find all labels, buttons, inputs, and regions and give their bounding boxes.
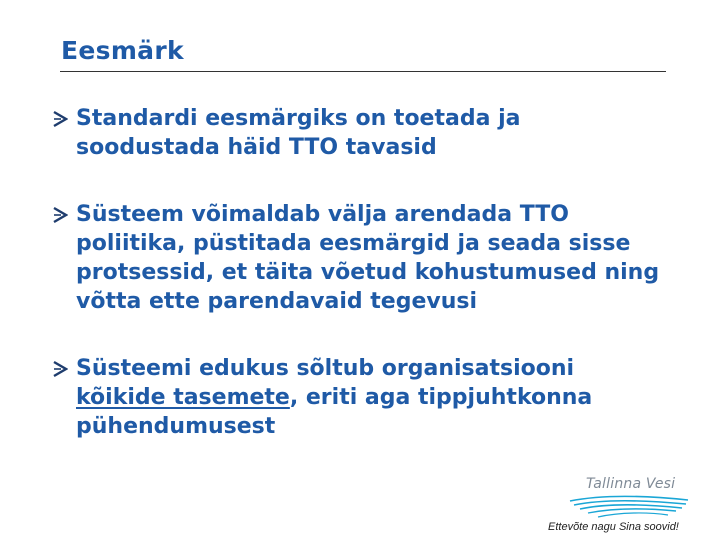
title-rule <box>60 71 666 72</box>
bullet-item-3 <box>52 354 692 441</box>
bullet-1-line-2: soodustada häid TTO tavasid <box>76 135 437 160</box>
bullet-item-2 <box>52 200 692 316</box>
bullet-3-line-1: Süsteemi edukus sõltub organisatsiooni <box>76 356 575 381</box>
bullet-text-2 <box>76 200 688 316</box>
bullet-3-line-2 <box>76 383 688 412</box>
bullet-text-1 <box>76 104 688 162</box>
arrow-bullet-icon <box>52 354 76 378</box>
bullet-3-line-2-rest: , eriti aga tippjuhtkonna <box>289 385 593 410</box>
arrow-bullet-icon <box>52 104 76 128</box>
bullet-2-line-3: protsessid, et täita võetud kohustumused ning <box>76 260 660 285</box>
underlined-phrase: kõikide tasemete <box>76 385 290 410</box>
bullet-1-line-1: Standardi eesmärgiks on toetada ja <box>76 106 521 131</box>
footer-slogan: Ettevõte nagu Sina soovid! <box>548 521 679 533</box>
arrow-bullet-icon <box>52 200 76 224</box>
logo-wordmark: Tallinna Vesi <box>586 476 676 492</box>
bullet-list <box>52 104 692 441</box>
bullet-2-line-1: Süsteem võimaldab välja arendada TTO <box>76 202 569 227</box>
bullet-3-line-3: pühendumusest <box>76 414 276 439</box>
slide-title: Eesmärk <box>61 36 184 65</box>
bullet-2-line-2: poliitika, püstitada eesmärgid ja seada sisse <box>76 231 631 256</box>
bullet-item-1 <box>52 104 692 162</box>
bullet-2-line-4: võtta ette parendavaid tegevusi <box>76 289 478 314</box>
bullet-text-3 <box>76 354 688 441</box>
